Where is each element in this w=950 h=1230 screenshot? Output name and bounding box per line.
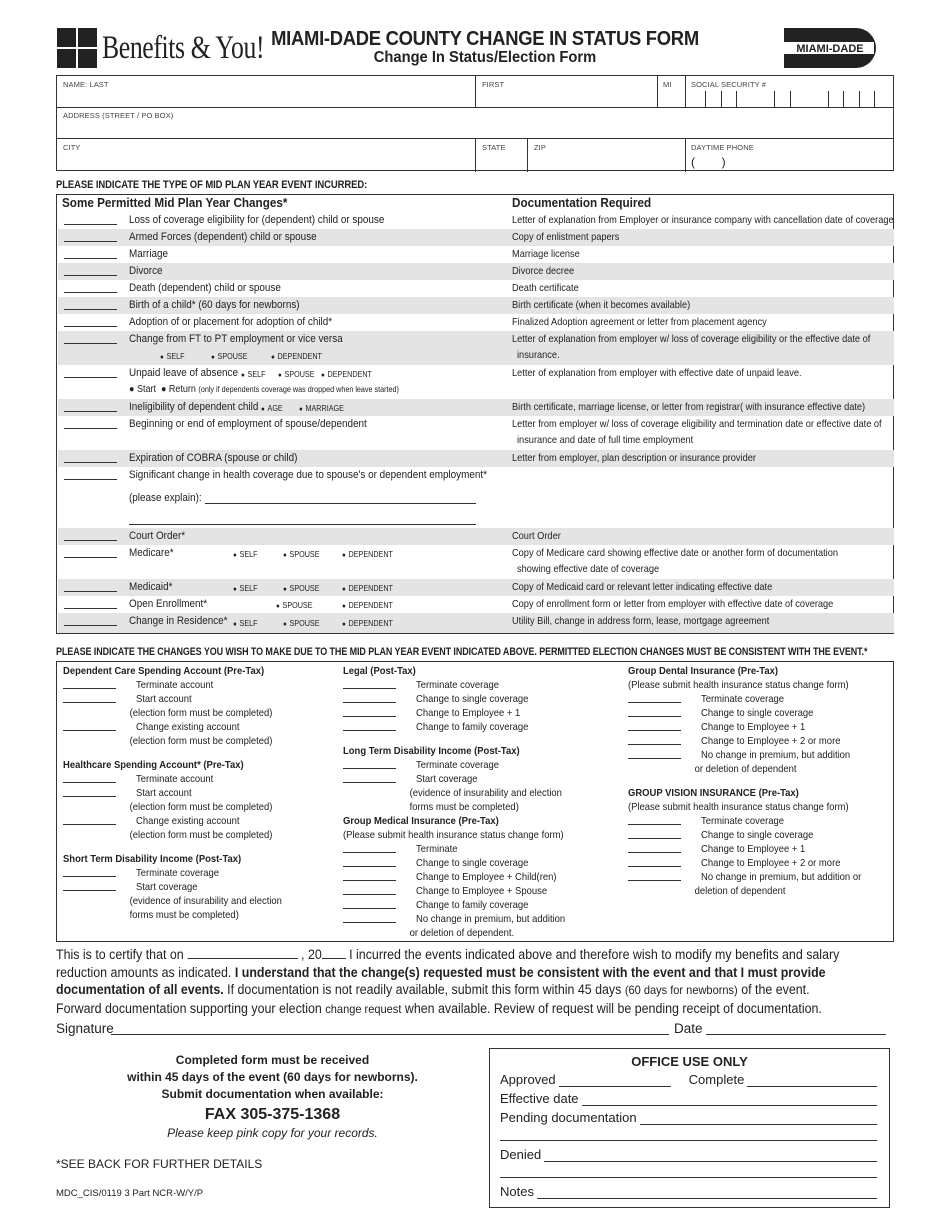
change-option[interactable]: Change to single coverage: [343, 856, 623, 870]
brand-name: Benefits & You!: [102, 29, 265, 66]
event-line[interactable]: [64, 309, 117, 310]
change-option[interactable]: Change to single coverage: [628, 706, 888, 720]
form-subtitle: Change In Status/Election Form: [373, 49, 597, 66]
city-row: [57, 139, 893, 172]
event-doc: Birth certificate, marriage license, or letter from registrar( with insurance effective date): [512, 401, 866, 413]
event-label: Change in Residence*: [129, 615, 228, 627]
change-option[interactable]: Change existing account: [63, 814, 333, 828]
event-doc: Copy of Medicaid card or relevant letter indicating effective date: [512, 581, 773, 593]
option-return[interactable]: ● Return: [160, 384, 196, 395]
event-label: Significant change in health coverage due to spouse's or dependent employment*: [129, 469, 487, 481]
option-note: forms must be completed): [129, 909, 239, 921]
option-spouse[interactable]: ● SPOUSE: [211, 352, 248, 361]
option-spouse[interactable]: ● SPOUSE: [283, 550, 320, 559]
approved-row: Approved Complete: [500, 1072, 877, 1087]
option-dependent[interactable]: ● DEPENDENT: [342, 584, 393, 593]
event-row: [58, 331, 894, 365]
effective-row: Effective date: [500, 1091, 877, 1106]
pending-field[interactable]: [640, 1113, 877, 1125]
personal-info-section: [56, 75, 894, 171]
event-line[interactable]: [64, 411, 117, 412]
event-doc: Letter of explanation from Employer or insurance company with cancellation date of coverage: [512, 214, 894, 226]
event-year-field[interactable]: [322, 947, 346, 959]
change-option[interactable]: Terminate account: [63, 678, 333, 692]
instruction-line: Completed form must be received: [175, 1053, 370, 1067]
docs-col-header: Documentation Required: [512, 195, 652, 210]
pending-row-2: [500, 1129, 877, 1141]
vision-note: (Please submit health insurance status change form): [628, 801, 849, 813]
event-row: [58, 314, 894, 331]
office-use-box: [489, 1048, 890, 1208]
event-label: Ineligibility of dependent child: [129, 401, 259, 413]
event-doc-cont: insurance.: [517, 349, 560, 361]
event-row: [58, 545, 894, 579]
change-option[interactable]: Change to family coverage: [343, 720, 623, 734]
event-doc: Copy of enlistment papers: [512, 231, 620, 243]
option-note: or deletion of dependent.: [409, 927, 515, 939]
change-option[interactable]: Terminate coverage: [343, 758, 623, 772]
option-marriage[interactable]: ● MARRIAGE: [299, 404, 344, 413]
event-doc: Finalized Adoption agreement or letter from placement agency: [512, 316, 767, 328]
fax-number: FAX 305-375-1368: [204, 1106, 341, 1123]
event-line[interactable]: [64, 428, 117, 429]
option-dependent[interactable]: ● DEPENDENT: [271, 352, 322, 361]
event-line[interactable]: [64, 479, 117, 480]
form-title-block: [250, 28, 720, 67]
dental-title: Group Dental Insurance (Pre-Tax): [628, 665, 779, 677]
event-label: Death (dependent) child or spouse: [129, 282, 281, 294]
event-label: Divorce: [129, 265, 163, 277]
signature-date-field[interactable]: [706, 1023, 886, 1035]
event-label: Armed Forces (dependent) child or spouse: [129, 231, 317, 243]
changes-col-3: [628, 664, 888, 898]
option-note: (election form must be completed): [129, 801, 273, 813]
change-option[interactable]: Start coverage: [63, 880, 333, 894]
event-line[interactable]: [64, 557, 117, 558]
complete-field[interactable]: [747, 1075, 877, 1087]
middle-initial-field[interactable]: MI: [663, 80, 672, 89]
event-row: [58, 467, 894, 528]
option-dependent[interactable]: ● DEPENDENT: [342, 619, 393, 628]
event-label: Birth of a child* (60 days for newborns): [129, 299, 300, 311]
event-label: Court Order*: [129, 530, 186, 542]
notes-field[interactable]: [537, 1187, 877, 1199]
option-self[interactable]: ● SELF: [241, 370, 266, 379]
explain-label: (please explain):: [129, 492, 202, 504]
change-option[interactable]: Change to Employee + 2 or more: [628, 856, 888, 870]
county-logo-text: MIAMI-DADE: [796, 43, 864, 55]
office-title: OFFICE USE ONLY: [631, 1054, 748, 1069]
change-option[interactable]: Terminate: [343, 842, 623, 856]
event-row: [58, 212, 894, 229]
event-label: Expiration of COBRA (spouse or child): [129, 452, 298, 464]
event-label: Loss of coverage eligibility for (dependent) child or spouse: [129, 214, 385, 226]
change-option[interactable]: Terminate account: [63, 772, 333, 786]
denied-field-2[interactable]: [500, 1166, 877, 1178]
instruction-line: within 45 days of the event (60 days for newborns).: [127, 1070, 418, 1084]
event-label: Medicaid*: [129, 581, 173, 593]
hsa-title: Healthcare Spending Account* (Pre-Tax): [63, 759, 244, 771]
event-line[interactable]: [64, 258, 117, 259]
option-note: (evidence of insurability and election: [409, 787, 562, 799]
ssn-boxes: [705, 91, 875, 107]
event-row: [58, 263, 894, 280]
event-line[interactable]: [64, 292, 117, 293]
option-note: deletion of dependent: [694, 885, 786, 897]
signature-field[interactable]: [111, 1023, 669, 1035]
event-doc-cont: showing effective date of coverage: [517, 563, 660, 575]
signature-row: [56, 1021, 894, 1039]
medical-note: (Please submit health insurance status change form): [343, 829, 564, 841]
change-option[interactable]: Terminate coverage: [63, 866, 333, 880]
legal-title: Legal (Post-Tax): [343, 665, 416, 677]
option-note: (evidence of insurability and election: [129, 895, 282, 907]
denied-row: Denied: [500, 1147, 877, 1162]
option-spouse[interactable]: ● SPOUSE: [276, 601, 313, 610]
event-line[interactable]: [64, 608, 117, 609]
event-doc: Death certificate: [512, 282, 579, 294]
date-label: Date: [674, 1021, 703, 1036]
vision-title: GROUP VISION INSURANCE (Pre-Tax): [628, 787, 799, 799]
event-doc: Letter from employer w/ loss of coverage eligibility and termination date or effective date of: [512, 418, 882, 430]
event-doc: Divorce decree: [512, 265, 575, 277]
effective-date-field[interactable]: [582, 1094, 877, 1106]
option-note: or deletion of dependent: [694, 763, 797, 775]
ltd-title: Long Term Disability Income (Post-Tax): [343, 745, 520, 757]
event-doc: Marriage license: [512, 248, 580, 260]
event-doc: Birth certificate (when it becomes available): [512, 299, 691, 311]
dcsa-title: Dependent Care Spending Account (Pre-Tax): [63, 665, 265, 677]
change-option[interactable]: No change in premium, but addition: [628, 748, 888, 762]
event-doc: Court Order: [512, 530, 561, 542]
instruction-line: Submit documentation when available:: [161, 1087, 384, 1101]
dental-note: (Please submit health insurance status change form): [628, 679, 849, 691]
phone-area-code: ( ): [691, 155, 726, 169]
event-line[interactable]: [64, 591, 117, 592]
change-option[interactable]: Change to single coverage: [628, 828, 888, 842]
event-label: Change from FT to PT employment or vice versa: [129, 333, 343, 345]
event-row: [58, 229, 894, 246]
event-row: [58, 596, 894, 613]
change-option[interactable]: Change to Employee + 1: [628, 720, 888, 734]
events-table: [56, 194, 894, 634]
notes-row: Notes: [500, 1184, 877, 1199]
changes-col-1: [63, 664, 333, 922]
phone-field[interactable]: DAYTIME PHONE: [691, 143, 754, 152]
event-doc: Copy of Medicare card showing effective date or another form of documentation: [512, 547, 838, 559]
change-option[interactable]: Terminate coverage: [343, 678, 623, 692]
option-self[interactable]: ● SELF: [233, 584, 258, 593]
family-icon: [57, 28, 97, 68]
pending-field-2[interactable]: [500, 1129, 877, 1141]
option-dependent[interactable]: ● DEPENDENT: [342, 550, 393, 559]
event-doc: Letter of explanation from employer with effective date of unpaid leave.: [512, 367, 802, 379]
event-row: [58, 297, 894, 314]
explain-line-1[interactable]: [205, 503, 476, 504]
event-line[interactable]: [64, 224, 117, 225]
city-field[interactable]: CITY: [63, 143, 81, 152]
approved-field[interactable]: [559, 1075, 671, 1087]
changes-section: [56, 661, 894, 942]
event-row: [58, 528, 894, 545]
event-row: [58, 365, 894, 399]
option-note: (election form must be completed): [129, 735, 273, 747]
name-row: [57, 76, 893, 108]
event-line[interactable]: [64, 625, 117, 626]
event-line[interactable]: [64, 540, 117, 541]
option-note: (election form must be completed): [129, 707, 273, 719]
return-note: (only if dependents coverage was dropped when leave started): [198, 385, 399, 394]
zip-field[interactable]: ZIP: [534, 143, 546, 152]
ssn-field[interactable]: SOCIAL SECURITY #: [691, 80, 767, 89]
event-doc-cont: insurance and date of full time employment: [517, 434, 694, 446]
last-name-field[interactable]: NAME: LAST: [63, 80, 109, 89]
pink-copy-note: Please keep pink copy for your records.: [167, 1126, 378, 1140]
event-line[interactable]: [64, 275, 117, 276]
change-option[interactable]: No change in premium, but addition or: [628, 870, 888, 884]
event-label: Adoption of or placement for adoption of child*: [129, 316, 333, 328]
change-option[interactable]: Change to Employee + 1: [343, 706, 623, 720]
event-doc: Utility Bill, change in address form, lease, mortgage agreement: [512, 615, 770, 627]
change-option[interactable]: Terminate coverage: [628, 814, 888, 828]
event-row: [58, 399, 894, 416]
events-col-header: Some Permitted Mid Plan Year Changes*: [62, 195, 288, 210]
miami-dade-logo: [784, 28, 880, 68]
option-start[interactable]: ● Start: [129, 384, 156, 395]
event-label: Medicare*: [129, 547, 174, 559]
address-field[interactable]: ADDRESS (STREET / PO BOX): [63, 111, 174, 120]
events-heading: PLEASE INDICATE THE TYPE OF MID PLAN YEAR EVENT INCURRED:: [56, 179, 368, 191]
option-spouse[interactable]: ● SPOUSE: [283, 584, 320, 593]
option-self[interactable]: ● SELF: [160, 352, 185, 361]
denied-field[interactable]: [544, 1150, 877, 1162]
submission-instructions: [80, 1052, 465, 1142]
change-option[interactable]: Terminate coverage: [628, 692, 888, 706]
address-row: [57, 108, 893, 139]
event-row: [58, 280, 894, 297]
event-date-field[interactable]: [187, 947, 297, 959]
change-option[interactable]: Start account: [63, 786, 333, 800]
event-label: Unpaid leave of absence: [129, 367, 238, 379]
option-spouse[interactable]: ● SPOUSE: [278, 370, 315, 379]
state-field[interactable]: STATE: [482, 143, 506, 152]
event-row: [58, 613, 894, 633]
change-option[interactable]: Change to Employee + 1: [628, 842, 888, 856]
signature-label: Signature: [56, 1021, 114, 1036]
changes-heading: PLEASE INDICATE THE CHANGES YOU WISH TO MAKE DUE TO THE MID PLAN YEAR EVENT INDICATED ABOVE. PERMITTED ELECTION CHANGES MUST BE CONSISTENT WITH THE EVENT.*: [56, 646, 868, 658]
event-row: [58, 579, 894, 596]
option-note: (election form must be completed): [129, 829, 273, 841]
certification-bold: I understand that the change(s) requested must be consistent with the event and that I must provide documentation of all events.: [56, 964, 826, 997]
leave-options: [129, 384, 399, 395]
event-line[interactable]: [64, 377, 117, 378]
option-age[interactable]: ● AGE: [261, 404, 283, 413]
certification-text: This is to certify that on , 20 I incurred the events indicated above and therefore wish to modify my benefits and salary reduction amounts as indicated. I understand that the change(s) requested must be consistent with the event and that I must provide documentation of all events. If documentation is not readily available, submit this form within 45 days (60 days for newborns) of the event. Forward documentation supporting your election change request when available. Review of request will be pending receipt of documentation.: [56, 947, 840, 1016]
medical-title: Group Medical Insurance (Pre-Tax): [343, 815, 499, 827]
change-option[interactable]: Change to single coverage: [343, 692, 623, 706]
change-option[interactable]: No change in premium, but addition: [343, 912, 623, 926]
change-option[interactable]: Start account: [63, 692, 333, 706]
option-dependent[interactable]: ● DEPENDENT: [321, 370, 372, 379]
event-doc: Letter of explanation from employer w/ loss of coverage eligibility or the effective date of: [512, 333, 871, 345]
event-line[interactable]: [64, 343, 117, 344]
change-option[interactable]: Change existing account: [63, 720, 333, 734]
change-option[interactable]: Change to Employee + 2 or more: [628, 734, 888, 748]
option-spouse[interactable]: ● SPOUSE: [283, 619, 320, 628]
option-self[interactable]: ● SELF: [233, 619, 258, 628]
event-line[interactable]: [64, 462, 117, 463]
option-self[interactable]: ● SELF: [233, 550, 258, 559]
see-back-note: *SEE BACK FOR FURTHER DETAILS: [56, 1157, 263, 1171]
denied-row-2: [500, 1166, 877, 1178]
std-title: Short Term Disability Income (Post-Tax): [63, 853, 242, 865]
event-row: [58, 450, 894, 467]
event-row: [58, 246, 894, 263]
changes-col-2: [343, 664, 623, 940]
event-label: Marriage: [129, 248, 169, 260]
form-id: MDC_CIS/0119 3 Part NCR-W/Y/P: [56, 1188, 204, 1199]
event-label: Beginning or end of employment of spouse/dependent: [129, 418, 367, 430]
event-label: Open Enrollment*: [129, 598, 208, 610]
change-option[interactable]: Change to Employee + Child(ren): [343, 870, 623, 884]
event-line[interactable]: [64, 326, 117, 327]
event-doc: Letter from employer, plan description or insurance provider: [512, 452, 756, 464]
event-line[interactable]: [64, 241, 117, 242]
event-doc: Copy of enrollment form or letter from employer with effective date of coverage: [512, 598, 834, 610]
pending-row: Pending documentation: [500, 1110, 877, 1125]
first-name-field[interactable]: FIRST: [482, 80, 505, 89]
form-title: MIAMI-DADE COUNTY CHANGE IN STATUS FORM: [271, 28, 699, 50]
option-dependent[interactable]: ● DEPENDENT: [342, 601, 393, 610]
change-option[interactable]: Start coverage: [343, 772, 623, 786]
explain-line-2[interactable]: [129, 524, 476, 525]
change-option[interactable]: Change to Employee + Spouse: [343, 884, 623, 898]
event-row: [58, 416, 894, 450]
option-note: forms must be completed): [409, 801, 519, 813]
change-option[interactable]: Change to family coverage: [343, 898, 623, 912]
